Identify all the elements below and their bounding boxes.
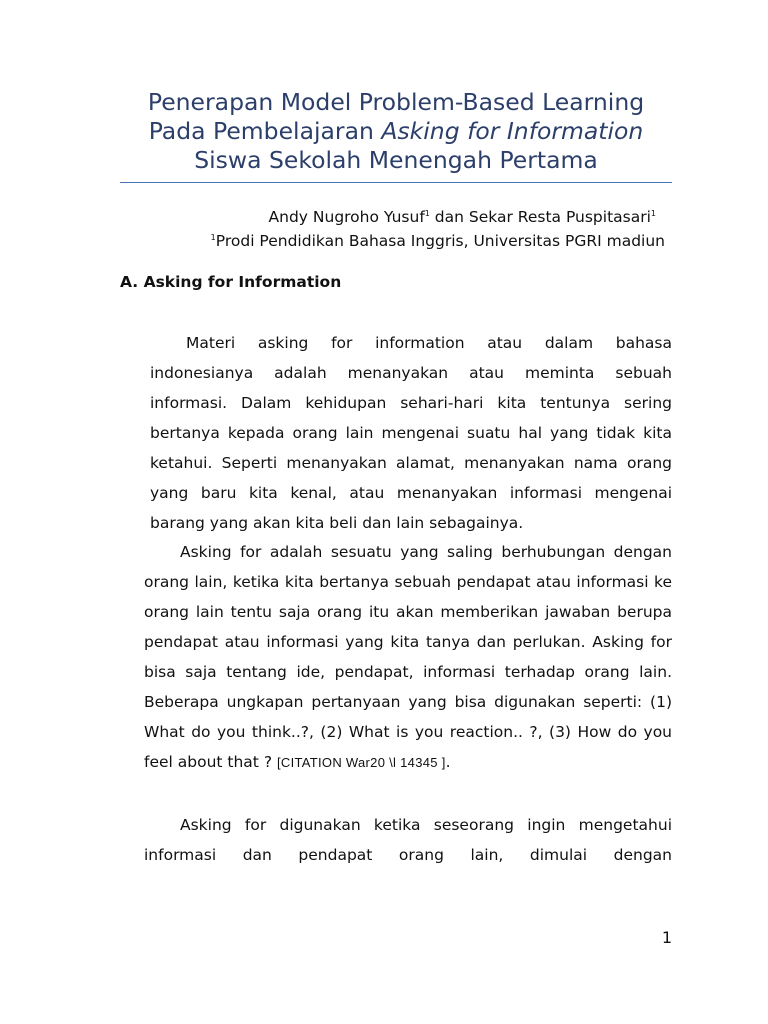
document-title: [120, 88, 672, 175]
title-line-1: Penerapan Model Problem-Based Learning: [147, 88, 645, 116]
paragraph-1-text: Materi asking for information atau dalam bahasa indonesianya adalah menanyakan atau meminta sebuah informasi. Dalam kehidupan sehari-hari kita tentunya sering bertanya kepada orang lain mengenai suatu hal yang tidak kita ketahui. Seperti menanyakan alamat, menanyakan nama orang yang baru kita kenal, atau menanyakan informasi mengenai barang yang akan kita beli dan lain sebagainya.: [150, 334, 672, 532]
author-connector: dan: [429, 208, 469, 226]
title-line-2: [120, 117, 672, 146]
title-line-3: Siswa Sekolah Menengah Pertama: [194, 146, 598, 174]
author-1-superscript: 1: [424, 208, 430, 218]
paragraph-2: [144, 537, 672, 778]
paragraph-1: [150, 328, 672, 538]
author-2-superscript: 1: [650, 208, 656, 218]
author-block: [150, 205, 665, 253]
page-number: 1: [661, 928, 672, 947]
author-1: Andy Nugroho Yusuf: [268, 208, 425, 226]
paragraph-2-text: Asking for adalah sesuatu yang saling berhubungan dengan orang lain, ketika kita bertanya sebuah pendapat atau informasi ke orang lain tentu saja orang itu akan memberikan jawaban berupa pendapat atau informasi yang kita tanya dan perlukan. Asking for bisa saja tentang ide, pendapat, informasi terhadap orang lain. Beberapa ungkapan pertanyaan yang bisa digunakan seperti: (1) What do you think..?, (2) What is you reaction.. ?, (3) How do you feel about that ?: [144, 543, 672, 771]
paragraph-2-end: .: [445, 753, 451, 771]
title-divider: [120, 182, 672, 183]
citation-field: [CITATION War20 \l 14345 ]: [276, 755, 446, 770]
paragraph-3: [144, 810, 672, 870]
paragraph-3-text: Asking for digunakan ketika seseorang ingin mengetahui informasi dan pendapat orang lain, dimulai dengan: [144, 816, 672, 864]
title-line-2-italic: Asking for Information: [381, 117, 644, 145]
affiliation-superscript: 1: [210, 232, 216, 242]
affiliation-text: Prodi Pendidikan Bahasa Inggris, Universitas PGRI madiun: [215, 232, 665, 250]
section-heading: A. Asking for Information: [120, 273, 342, 291]
author-2: Sekar Resta Puspitasari: [468, 208, 651, 226]
title-line-2-prefix: Pada Pembelajaran: [148, 117, 382, 145]
affiliation: [150, 229, 665, 253]
author-names: [150, 205, 656, 229]
